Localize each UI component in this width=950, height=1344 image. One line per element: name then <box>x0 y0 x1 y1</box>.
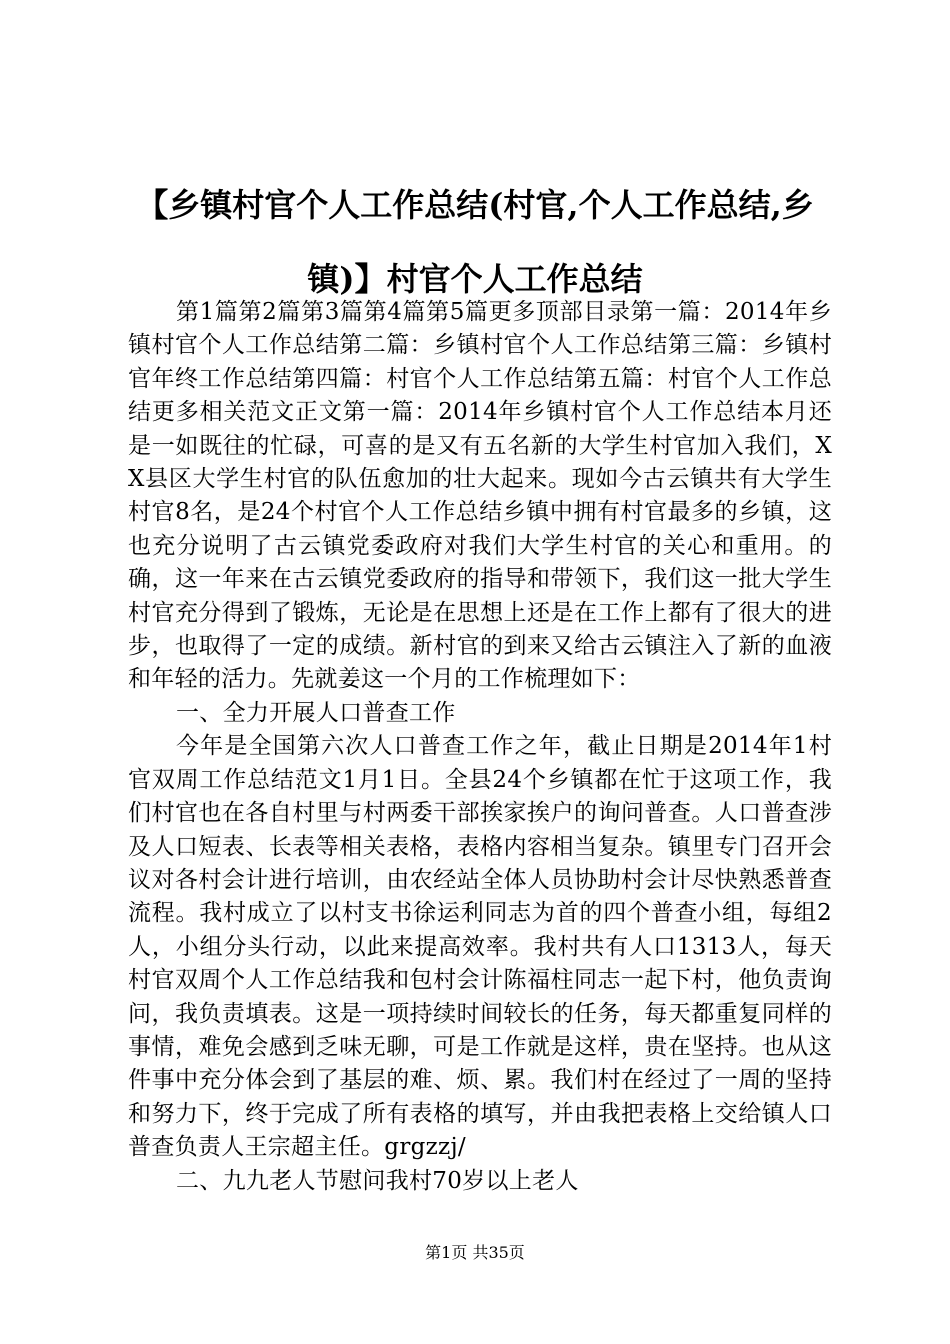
paragraph-census: 今年是全国第六次人口普查工作之年，截止日期是2014年1村官双周工作总结范文1月1日。全县24个乡镇都在忙于这项工作，我们村官也在各自村里与村两委干部挨家挨户的询问普查。人口普查涉及人口短表、长表等相关表格，表格内容相当复杂。镇里专门召开会议对各村会计进行培训，由农经站全体人员协助村会计尽快熟悉普查流程。我村成立了以村支书徐运利同志为首的四个普查小组，每组2人，小组分头行动，以此来提高效率。我村共有人口1313人，每天村官双周个人工作总结我和包村会计陈福柱同志一起下村，他负责询问，我负责填表。这是一项持续时间较长的任务，每天都重复同样的事情，难免会感到乏味无聊，可是工作就是这样，贵在坚持。也从这件事中充分体会到了基层的难、烦、累。我们村在经过了一周的坚持和努力下，终于完成了所有表格的填写，并由我把表格上交给镇人口普查负责人王宗超主任。grgzzj/ <box>128 733 832 1161</box>
section-heading-census: 一、全力开展人口普查工作 <box>176 699 456 726</box>
document-title: 【乡镇村官个人工作总结(村官,个人工作总结,乡镇)】村官个人工作总结 <box>136 186 814 298</box>
paragraph-intro: 第1篇第2篇第3篇第4篇第5篇更多顶部目录第一篇：2014年乡镇村官个人工作总结第二篇：乡镇村官个人工作总结第三篇：乡镇村官年终工作总结第四篇：村官个人工作总结第五篇：村官个人工作总结更多相关范文正文第一篇：2014年乡镇村官个人工作总结本月还是一如既往的忙碌，可喜的是又有五名新的大学生村官加入我们，XX县区大学生村官的队伍愈加的壮大起来。现如今古云镇共有大学生村官8名，是24个村官个人工作总结乡镇中拥有村官最多的乡镇，这也充分说明了古云镇党委政府对我们大学生村官的关心和重用。的确，这一年来在古云镇党委政府的指导和带领下，我们这一批大学生村官充分得到了锻炼，无论是在思想上还是在工作上都有了很大的进步，也取得了一定的成绩。新村官的到来又给古云镇注入了新的血液和年轻的活力。先就姜这一个月的工作梳理如下： <box>128 299 832 693</box>
section-heading-elderly: 二、九九老人节慰问我村70岁以上老人 <box>176 1167 579 1194</box>
document-body <box>128 296 832 1198</box>
page-footer: 第1页 共35页 <box>425 1243 525 1262</box>
